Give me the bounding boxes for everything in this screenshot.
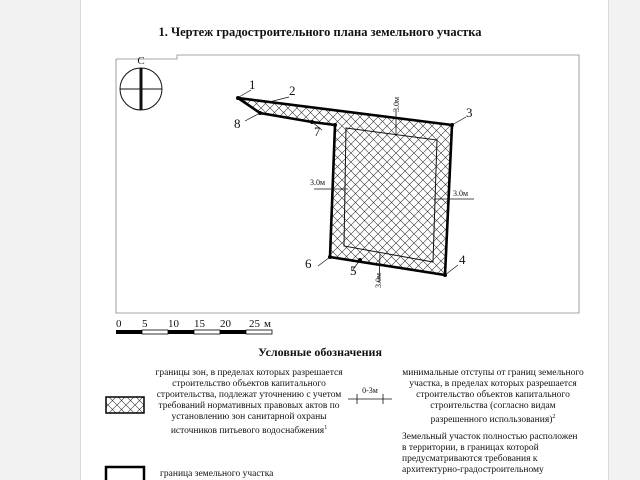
- compass-north-label: С: [137, 55, 145, 67]
- point-label-3: 3: [466, 105, 473, 120]
- scale-tick-20: 20: [220, 318, 231, 330]
- legend-hatched-description: границы зон, в пределах которых разрешается строительство объектов капитального строительства, подлежат уточнению с учетом требований нормативных правовых актов по установлению зон санитарной охраны источников питьевого водоснабжения: [155, 368, 343, 437]
- scale-tick-0: 0: [116, 318, 122, 330]
- legend-boundary-text: граница земельного участка: [160, 469, 274, 479]
- legend-offset-footnote: 2: [552, 414, 556, 420]
- scale-unit: м: [264, 318, 271, 330]
- point-label-6: 6: [305, 256, 312, 271]
- scale-bar: [116, 318, 272, 334]
- legend-hatched-footnote: 1: [324, 425, 328, 431]
- offset-right-label: 3.0м: [453, 189, 469, 198]
- scale-tick-15: 15: [194, 318, 205, 330]
- legend-hatched-swatch: [106, 397, 144, 413]
- point-label-5: 5: [350, 263, 357, 278]
- point-label-7: 7: [314, 124, 321, 139]
- north-compass: [120, 55, 162, 110]
- legend-offset-text: [402, 368, 584, 426]
- page-title: 1. Чертеж градостроительного плана земельного участка: [158, 25, 482, 39]
- scale-tick-5: 5: [142, 318, 148, 330]
- point-label-4: 4: [459, 252, 466, 267]
- point-label-1: 1: [249, 77, 256, 92]
- offset-top-label: 3.0м: [392, 96, 401, 112]
- legend-hatched-text: [154, 368, 344, 437]
- legend-offset-description: минимальные отступы от границ земельного участка, в пределах которых разрешается строительство объектов капитального строительства (согласно видам разрешенного использования): [402, 368, 584, 426]
- offset-left-label: 3.0м: [310, 178, 326, 187]
- scale-tick-25: 25: [249, 318, 260, 330]
- legend-title: Условные обозначения: [258, 345, 382, 359]
- legend-offset-symbol-label: 0-3м: [362, 386, 378, 395]
- point-label-8: 8: [234, 116, 241, 131]
- legend-boundary-swatch: [106, 467, 144, 480]
- legend-offset-symbol: [348, 386, 392, 404]
- legend-territory-text: Земельный участок полностью расположен в территории, в границах которой предусматриваются требования к архитектурно-градостроительному: [402, 432, 578, 475]
- scale-tick-10: 10: [168, 318, 179, 330]
- offset-bottom-label: 3.0м: [374, 272, 383, 288]
- point-label-2: 2: [289, 83, 296, 98]
